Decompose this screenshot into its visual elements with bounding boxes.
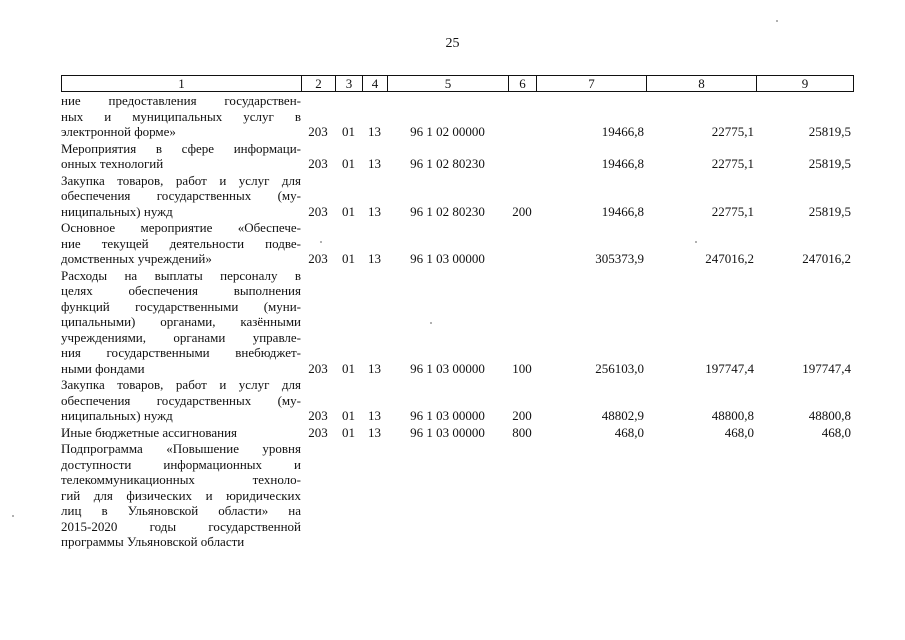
description-line: ципальными) органами, казёнными (61, 314, 301, 329)
row-description (61, 425, 301, 441)
column-header-8: 8 (647, 76, 757, 92)
expense-type-code: 200 (512, 408, 532, 423)
target-article-code: 96 1 03 00000 (410, 360, 485, 376)
page-number: 25 (445, 36, 460, 51)
description-line: Расходы на выплаты персоналу в (61, 267, 301, 283)
description-line: 2015-2020 годы государственной (61, 518, 301, 534)
description-line: обеспечения государственных (му- (61, 392, 301, 408)
description-line: электронной форме» (61, 124, 176, 139)
target-article-code: 96 1 03 00000 (410, 408, 485, 423)
section-code: 01 (342, 203, 355, 219)
column-header-6: 6 (509, 76, 537, 92)
description-line: ных и муниципальных услуг в (61, 108, 301, 124)
description-line: ниципальных) нужд (61, 408, 173, 423)
table-row (61, 441, 853, 550)
amount-col-7: 305373,9 (595, 251, 644, 266)
row-description (61, 377, 301, 424)
amount-col-7: 19466,8 (601, 203, 644, 219)
ministry-code: 203 (308, 408, 328, 423)
column-header-1: 1 (62, 76, 302, 92)
target-article-code: 96 1 02 80230 (410, 203, 485, 219)
description-line: ния государственными внебюджет- (61, 345, 301, 360)
ministry-code: 203 (308, 424, 328, 440)
description-line: лиц в Ульяновской области» на (61, 503, 301, 518)
amount-col-8: 22775,1 (711, 124, 754, 139)
row-description (61, 93, 301, 140)
ministry-code: 203 (308, 124, 328, 139)
table-row (61, 93, 853, 140)
column-header-2: 2 (302, 76, 336, 92)
description-line: обеспечения государственных (му- (61, 188, 301, 203)
description-line: программы Ульяновской области (61, 534, 245, 549)
description-line: ными фондами (61, 360, 145, 376)
table-row (61, 268, 853, 377)
table-row (61, 220, 853, 267)
table-row (61, 173, 853, 220)
subsection-code: 13 (368, 124, 381, 139)
expense-type-code: 100 (512, 360, 532, 376)
scan-speck (12, 515, 14, 517)
amount-col-7: 19466,8 (601, 156, 644, 171)
column-header-5: 5 (388, 76, 509, 92)
subsection-code: 13 (368, 156, 381, 171)
row-description (61, 268, 301, 377)
scan-speck (776, 20, 778, 22)
section-code: 01 (342, 424, 355, 440)
row-description (61, 141, 301, 172)
amount-col-7: 468,0 (614, 424, 644, 440)
target-article-code: 96 1 03 00000 (410, 251, 485, 266)
section-code: 01 (342, 156, 355, 171)
description-line: Мероприятия в сфере информаци- (61, 140, 301, 156)
target-article-code: 96 1 02 80230 (410, 156, 485, 171)
ministry-code: 203 (308, 360, 328, 376)
description-line: онных технологий (61, 156, 164, 171)
amount-col-7: 48802,9 (601, 408, 644, 423)
description-line: функций государственными (муни- (61, 298, 301, 314)
amount-col-8: 22775,1 (711, 156, 754, 171)
subsection-code: 13 (368, 203, 381, 219)
ministry-code: 203 (308, 251, 328, 266)
amount-col-9: 197747,4 (802, 360, 851, 376)
scan-speck (430, 322, 432, 324)
description-line: целях обеспечения выполнения (61, 283, 301, 298)
amount-col-8: 468,0 (724, 424, 754, 440)
description-line: телекоммуникационных техноло- (61, 472, 301, 487)
description-line: ниципальных) нужд (61, 203, 173, 219)
description-line: домственных учреждений» (61, 251, 212, 266)
amount-col-8: 247016,2 (705, 251, 754, 266)
column-header-row (61, 75, 854, 92)
amount-col-9: 468,0 (821, 424, 851, 440)
expense-type-code: 200 (512, 203, 532, 219)
section-code: 01 (342, 251, 355, 266)
expense-type-code: 800 (512, 424, 532, 440)
ministry-code: 203 (308, 156, 328, 171)
description-line: Иные бюджетные ассигнования (61, 424, 238, 440)
amount-col-8: 22775,1 (711, 203, 754, 219)
amount-col-8: 48800,8 (711, 408, 754, 423)
subsection-code: 13 (368, 360, 381, 376)
scan-speck (320, 241, 322, 243)
subsection-code: 13 (368, 408, 381, 423)
description-line: Закупка товаров, работ и услуг для (61, 377, 301, 392)
budget-table-body (61, 93, 853, 550)
target-article-code: 96 1 03 00000 (410, 424, 485, 440)
description-line: доступности информационных и (61, 456, 301, 472)
amount-col-9: 48800,8 (808, 408, 851, 423)
amount-col-9: 247016,2 (802, 251, 851, 266)
column-header-7: 7 (537, 76, 647, 92)
ministry-code: 203 (308, 203, 328, 219)
subsection-code: 13 (368, 424, 381, 440)
description-line: Закупка товаров, работ и услуг для (61, 172, 301, 188)
table-row (61, 425, 853, 441)
description-line: учреждениями, органами управле- (61, 329, 301, 345)
column-header-4: 4 (363, 76, 388, 92)
description-line: гий для физических и юридических (61, 487, 301, 503)
table-row (61, 141, 853, 172)
row-description (61, 173, 301, 220)
column-header-3: 3 (336, 76, 363, 92)
scan-speck (695, 241, 697, 243)
amount-col-7: 256103,0 (595, 360, 644, 376)
section-code: 01 (342, 124, 355, 139)
description-line: Подпрограмма «Повышение уровня (61, 441, 301, 456)
amount-col-9: 25819,5 (808, 203, 851, 219)
amount-col-9: 25819,5 (808, 156, 851, 171)
column-header-9: 9 (757, 76, 854, 92)
amount-col-7: 19466,8 (601, 124, 644, 139)
description-line: ние текущей деятельности подве- (61, 235, 301, 251)
table-row (61, 377, 853, 424)
description-line: Основное мероприятие «Обеспече- (61, 220, 301, 235)
row-description (61, 441, 301, 550)
row-description (61, 220, 301, 267)
target-article-code: 96 1 02 00000 (410, 124, 485, 139)
amount-col-9: 25819,5 (808, 124, 851, 139)
subsection-code: 13 (368, 251, 381, 266)
section-code: 01 (342, 408, 355, 423)
section-code: 01 (342, 360, 355, 376)
description-line: ние предоставления государствен- (61, 93, 301, 108)
amount-col-8: 197747,4 (705, 360, 754, 376)
